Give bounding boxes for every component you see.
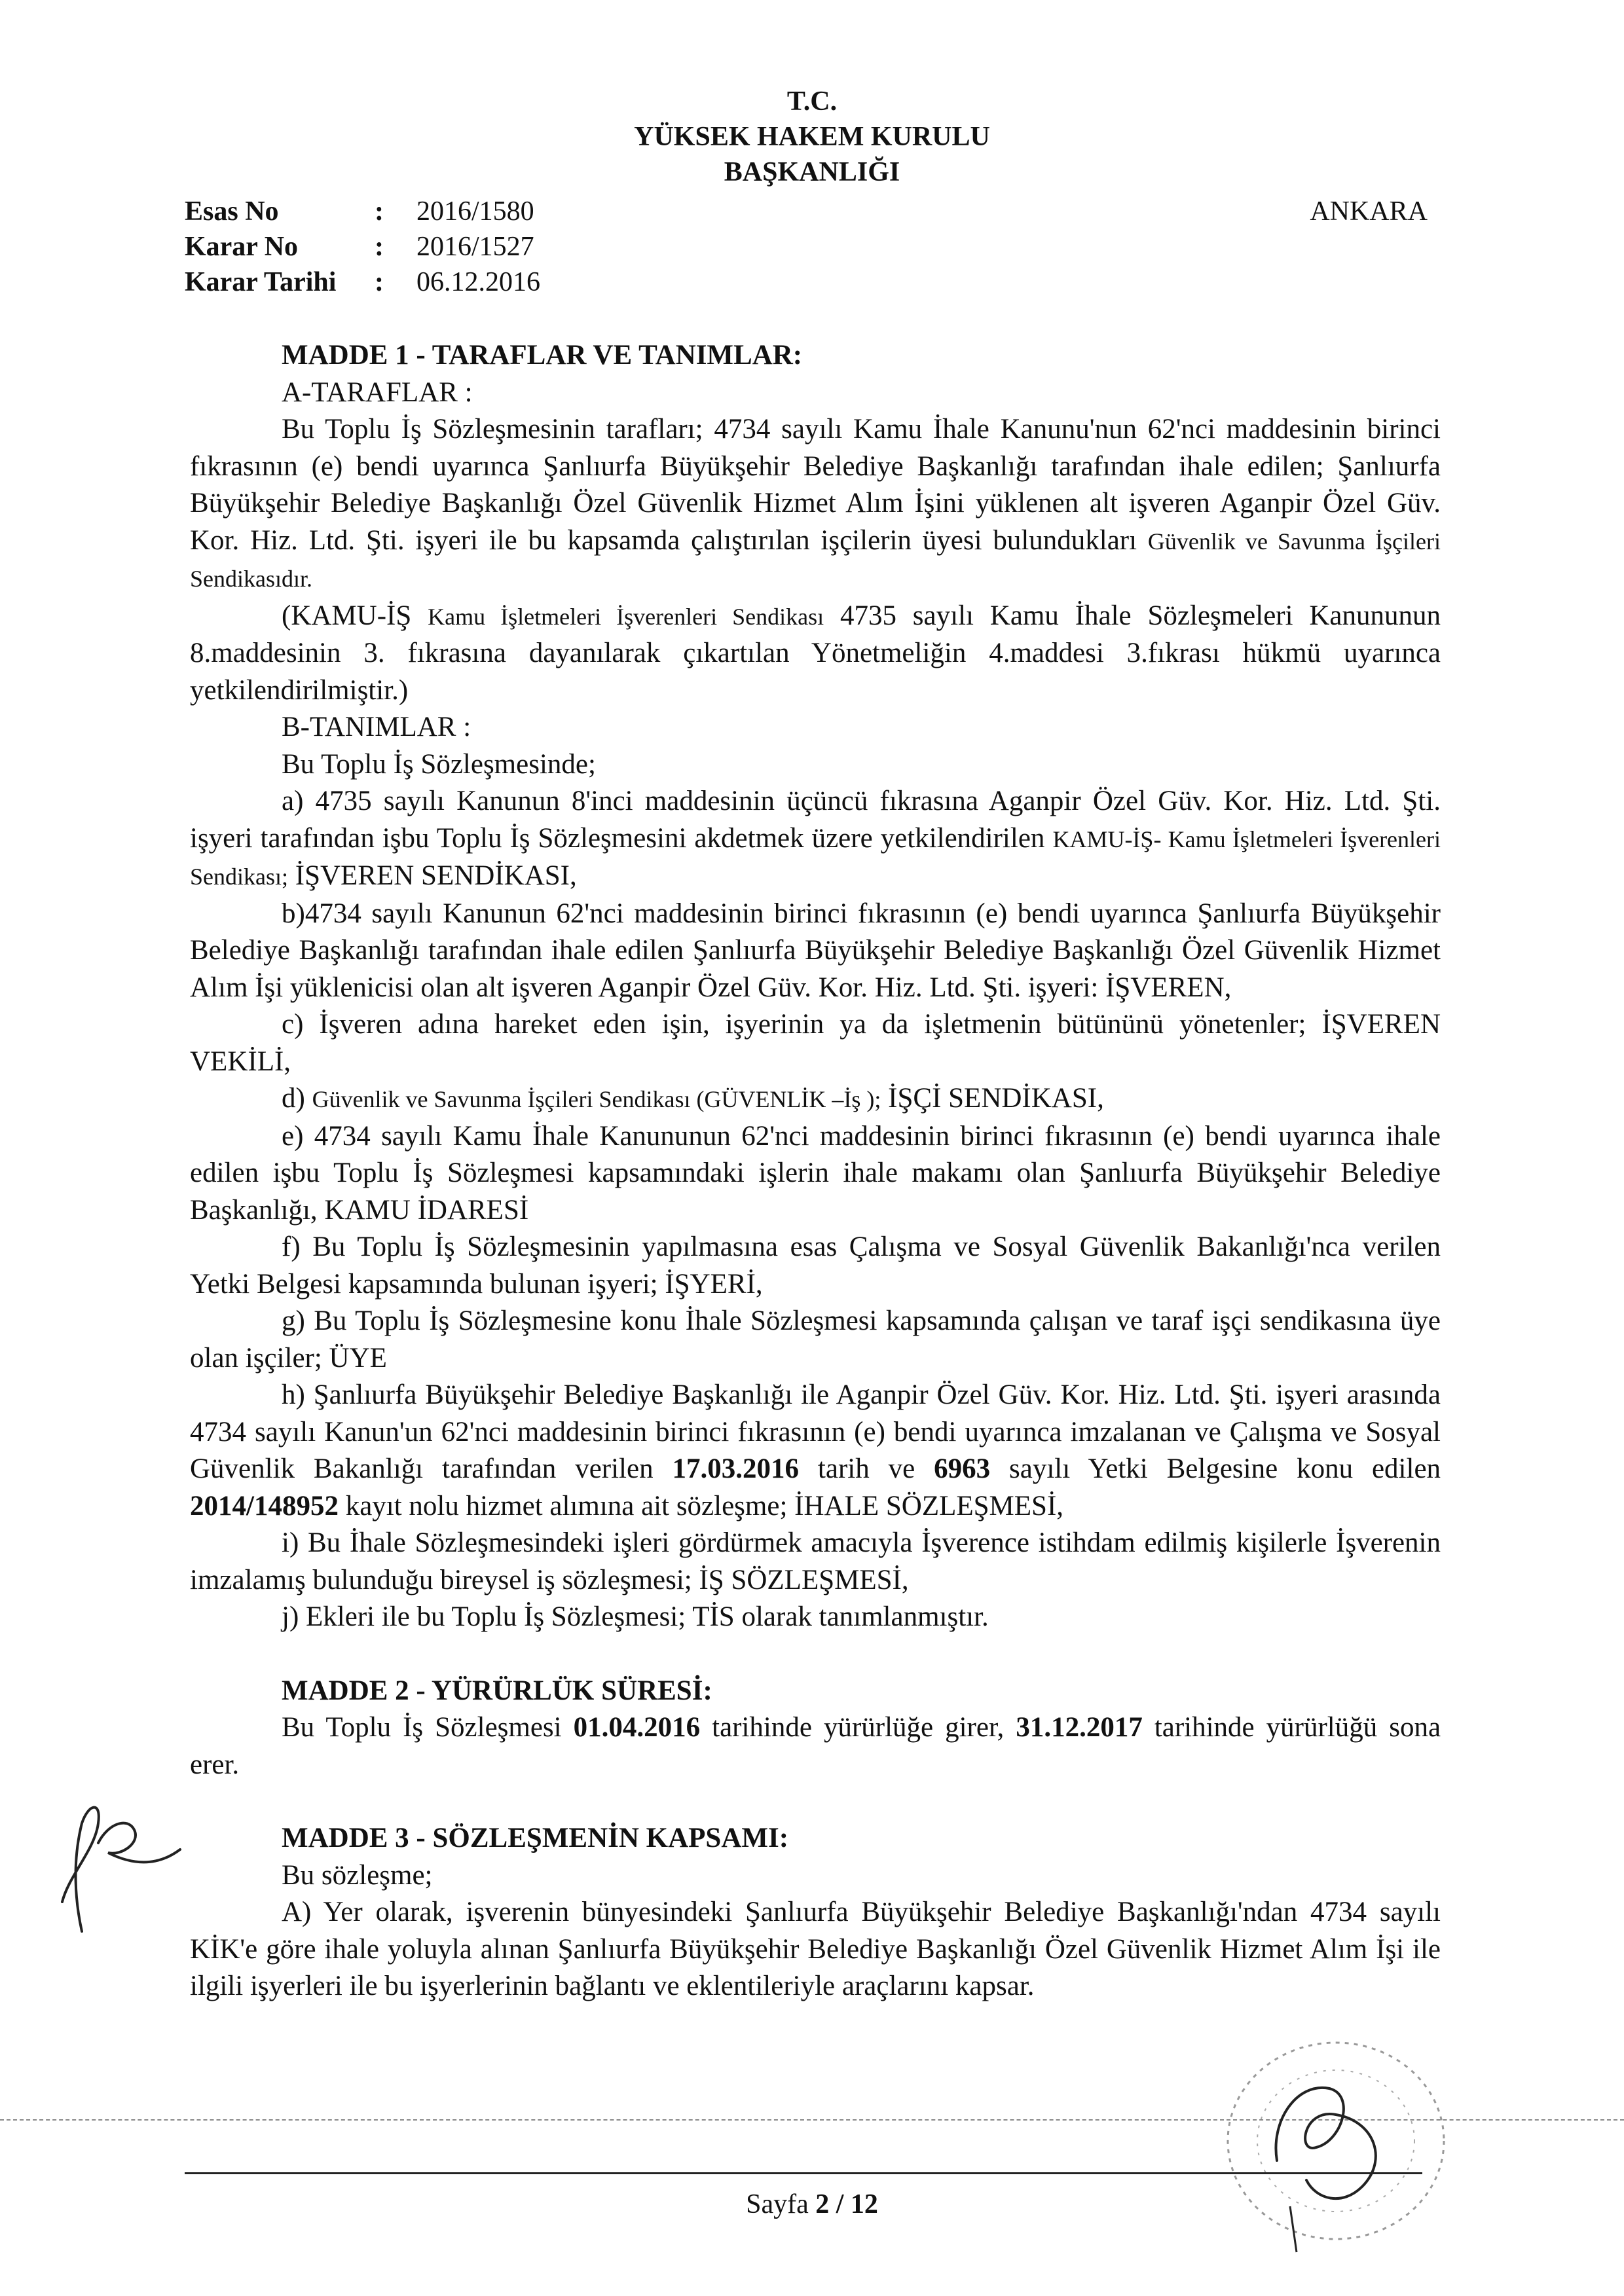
madde-2-title: MADDE 2 - YÜRÜRLÜK SÜRESİ: (282, 1675, 712, 1706)
case-meta (185, 194, 540, 300)
paragraph-kamu-is (190, 598, 1441, 710)
text-span: 4735 sayılı Kamu İhale Sözleşmeleri Kanununun 8.maddesinin 3. fıkrasına dayanılarak çıkartılan Yönetmeliğin 4.maddesi 3.fıkrası hükmü uyarınca yetkilendirilmiştir.) (190, 600, 1441, 706)
definition-a (190, 783, 1441, 896)
paragraph-yururluk (190, 1709, 1441, 1783)
text-span: a) 4735 sayılı Kanunun 8'inci maddesinin üçüncü fıkrasına Aganpir Özel Güv. Kor. Hiz. Ltd. Şti. işyeri tarafından işbu Toplu İş Sözleşmesini akdetmek üzere yetkilendirilen (190, 786, 1441, 854)
text-span: Bu Toplu İş Sözleşmesi (282, 1712, 562, 1743)
meta-colon: : (375, 196, 384, 227)
initials-signature (36, 1771, 187, 1935)
meta-label: Karar No (185, 232, 299, 262)
yetki-number: 6963 (934, 1453, 991, 1484)
text-span: tarihinde yürürlüğü sona erer. (190, 1712, 1441, 1780)
meta-row-karar (185, 229, 540, 264)
text-span: tarih ve (817, 1453, 915, 1484)
document-body (190, 337, 1441, 2005)
text-span: İŞÇİ SENDİKASI, (888, 1083, 1104, 1114)
meta-label: Esas No (185, 196, 279, 227)
page-prefix: Sayfa (746, 2189, 809, 2219)
text-span: h) Şanlıurfa Büyükşehir Belediye Başkanlığı ile Aganpir Özel Güv. Kor. Hiz. Ltd. Şti. işyeri arasında 4734 sayılı Kanun'un 62'nci maddesinin birinci fıkrasının (e) bendi uyarınca imzalanan ve Çalışma ve Sosyal Güvenlik Bakanlığı tarafından verilen (190, 1379, 1441, 1484)
meta-row-karar-tarihi (185, 264, 540, 300)
page-current: 2 (815, 2189, 830, 2219)
text-span: KAMU-İŞ- Kamu İşletmeleri İşverenleri Sendikası; (190, 826, 1441, 890)
definition-i: i) Bu İhale Sözleşmesindeki işleri gördürmek amacıyla İşverence istihdam edilmiş kişilerle İşverenin imzalamış bulunduğu bireysel iş sözleşmesi; İŞ SÖZLEŞMESİ, (190, 1527, 1441, 1595)
meta-colon: : (375, 267, 384, 297)
stamp-and-signature (1192, 1990, 1467, 2265)
definition-g: g) Bu Toplu İş Sözleşmesine konu İhale Sözleşmesi kapsamında çalışan ve taraf işçi sendikasına üye olan işçiler; ÜYE (190, 1305, 1441, 1374)
start-date: 01.04.2016 (573, 1712, 701, 1743)
definition-f: f) Bu Toplu İş Sözleşmesinin yapılmasına esas Çalışma ve Sosyal Güvenlik Bakanlığı'nca verilen Yetki Belgesi kapsamında bulunan işyeri; İŞYERİ, (190, 1231, 1441, 1300)
yetki-date: 17.03.2016 (672, 1453, 799, 1484)
definition-c: c) İşveren adına hareket eden işin, işyerinin ya da işletmenin bütününü yönetenler; İŞVEREN VEKİLİ, (190, 1009, 1441, 1077)
text-span: Kamu İşletmeleri İşverenleri Sendikası (428, 603, 824, 630)
city-name: ANKARA (1310, 196, 1428, 227)
madde-3-title: MADDE 3 - SÖZLEŞMENİN KAPSAMI: (282, 1823, 789, 1853)
section-b-title: B-TANIMLAR : (282, 712, 471, 742)
meta-colon: : (375, 232, 384, 262)
header-line-office: BAŞKANLIĞI (724, 157, 900, 187)
text-span: Bu Toplu İş Sözleşmesinin tarafları; 4734 sayılı Kamu İhale Kanunu'nun 62'nci maddesinin birinci fıkrasının (e) bendi uyarınca Şanlıurfa Büyükşehir Belediye Başkanlığı tarafından ihale edilen; Şanlıurfa Büyükşehir Belediye Başkanlığı Özel Güvenlik Hizmet Alım İşini yüklenen alt işveren Aganpir Özel Güv. Kor. Hiz. Ltd. Şti. işyeri ile bu kapsamda çalıştırılan işçilerin üyesi bulundukları (190, 414, 1441, 556)
meta-label: Karar Tarihi (185, 267, 337, 297)
kayit-number: 2014/148952 (190, 1490, 339, 1522)
definition-d (190, 1080, 1441, 1118)
end-date: 31.12.2017 (1016, 1712, 1143, 1743)
tanimlar-intro: Bu Toplu İş Sözleşmesinde; (282, 748, 596, 780)
document-header (0, 84, 1624, 190)
text-span: İŞVEREN SENDİKASI, (295, 860, 577, 891)
madde-1-title: MADDE 1 - TARAFLAR VE TANIMLAR: (282, 340, 803, 371)
kapsam-intro: Bu sözleşme; (282, 1859, 433, 1891)
meta-row-esas (185, 194, 540, 229)
meta-value: 2016/1580 (416, 196, 534, 227)
page-sep: / (836, 2189, 844, 2219)
kapsam-a: A) Yer olarak, işverenin bünyesindeki Şanlıurfa Büyükşehir Belediye Başkanlığı'ndan 4734 sayılı KİK'e göre ihale yoluyla alınan Şanlıurfa Büyükşehir Belediye Başkanlığı Özel Güvenlik Hizmet Alım İşi ile ilgili işyerleri ile bu işyerlerinin bağlantı ve eklentileriyle araçlarını kapsar. (190, 1897, 1441, 2001)
meta-value: 06.12.2016 (416, 267, 540, 297)
text-span: kayıt nolu hizmet alımına ait sözleşme; İHALE SÖZLEŞMESİ, (345, 1490, 1064, 1522)
text-span: tarihinde yürürlüğe girer, (712, 1712, 1005, 1743)
text-span: d) (282, 1083, 305, 1114)
text-span: (KAMU-İŞ (282, 600, 412, 631)
text-span: sayılı Yetki Belgesine konu edilen (1009, 1453, 1441, 1484)
text-span: Güvenlik ve Savunma İşçileri Sendikası (GÜVENLİK –İş ); (312, 1086, 881, 1112)
meta-value: 2016/1527 (416, 232, 534, 262)
section-a-title: A-TARAFLAR : (282, 376, 473, 408)
text-span: Güvenlik ve Savunma İşçileri Sendikasıdır. (190, 528, 1441, 592)
definition-j: j) Ekleri ile bu Toplu İş Sözleşmesi; TİS olarak tanımlanmıştır. (282, 1601, 989, 1632)
header-line-institution: YÜKSEK HAKEM KURULU (634, 122, 990, 152)
definition-h (190, 1377, 1441, 1525)
header-line-tc: T.C. (786, 86, 838, 117)
definition-e: e) 4734 sayılı Kamu İhale Kanununun 62'nci maddesinin birinci fıkrasının (e) bendi uyarınca ihale edilen işbu Toplu İş Sözleşmesi kapsamındaki işlerin ihale makamı olan Şanlıurfa Büyükşehir Belediye Başkanlığı, KAMU İDARESİ (190, 1120, 1441, 1226)
paragraph-taraflar (190, 411, 1441, 598)
page-total: 12 (850, 2189, 878, 2219)
definition-b: b)4734 sayılı Kanunun 62'nci maddesinin birinci fıkrasının (e) bendi uyarınca Şanlıurfa Büyükşehir Belediye Başkanlığı tarafından ihale edilen Şanlıurfa Büyükşehir Belediye Başkanlığı Özel Güvenlik Hizmet Alım İşi yüklenicisi olan alt işveren Aganpir Özel Güv. Kor. Hiz. Ltd. Şti. işyeri: İŞVEREN, (190, 898, 1441, 1003)
